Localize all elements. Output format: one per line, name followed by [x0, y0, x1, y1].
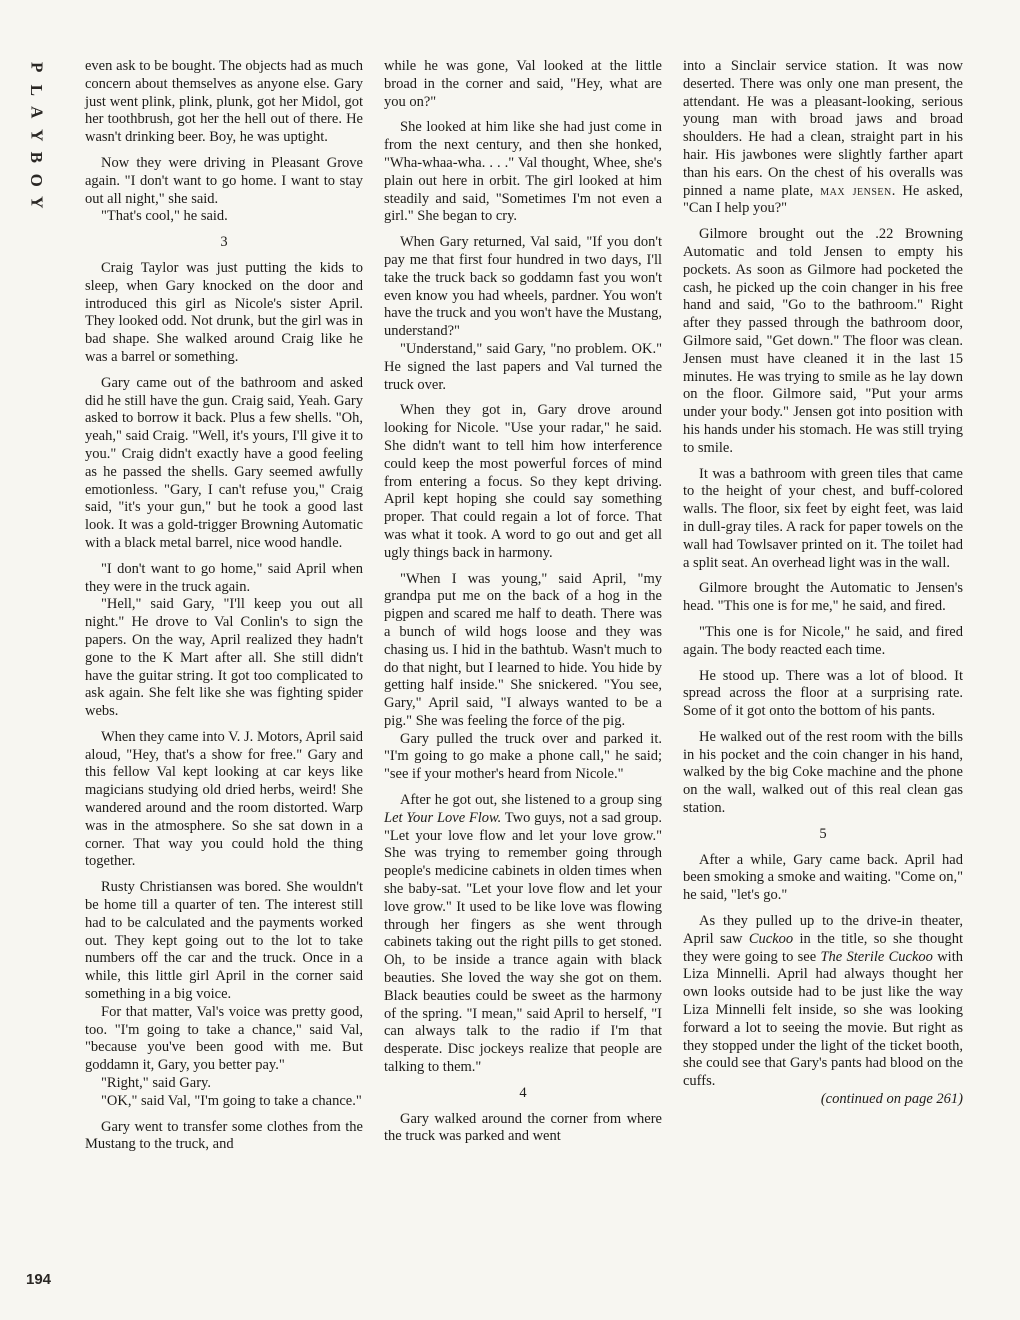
paragraph: Gary pulled the truck over and parked it. "I'm going to go make a phone call," he said; "see if your mother's heard from Nicole."	[384, 730, 662, 783]
masthead-letter: Y	[27, 128, 47, 141]
paragraph: Rusty Christiansen was bored. She wouldn't be home till a quarter of ten. The interest still had to be calculated and the payments worked out. They kept going out to the lot to take numbers off the car and the truck. Once in a while, this little girl April in the corner said something in a big voice.	[85, 879, 363, 1003]
paragraph: Gary walked around the corner from where the truck was parked and went	[384, 1110, 662, 1145]
section-number: 5	[819, 825, 827, 842]
paragraph: Gilmore brought the Automatic to Jensen's head. "This one is for me," he said, and fired.	[683, 580, 963, 615]
paragraph: while he was gone, Val looked at the little broad in the corner and said, "Hey, what are you on?"	[384, 58, 662, 110]
masthead-letter: A	[27, 106, 47, 119]
paragraph: For that matter, Val's voice was pretty good, too. "I'm going to take a chance," said Val, "because you've been good with me. But goddamn it, Gary, you better pay."	[85, 1003, 363, 1074]
paragraph: "This one is for Nicole," he said, and fired again. The body reacted each time.	[683, 623, 963, 658]
paragraph: "That's cool," he said.	[101, 208, 228, 225]
paragraph: He walked out of the rest room with the bills in his pocket and the coin changer in his hand, walked by the big Coke machine and the phone on the wall, walked out of this real clean gas station.	[683, 728, 963, 817]
section-number: 4	[519, 1084, 527, 1101]
paragraph: Now they were driving in Pleasant Grove again. "I don't want to go home. I want to stay out all night," she said.	[85, 154, 363, 207]
masthead-letter: P	[27, 62, 47, 73]
page-number: 194	[26, 1271, 52, 1288]
column-1	[85, 58, 363, 1162]
paragraph: "I don't want to go home," said April when they were in the truck again.	[85, 560, 363, 595]
paragraph: "Hell," said Gary, "I'll keep you out all night." He drove to Val Conlin's to sign the papers. On the way, April realized they hadn't gone to the K Mart after all. She still didn't have the guitar string. It got too complicated to ask again. She felt like she was fighting spider webs.	[85, 596, 363, 720]
continued-notice: (continued on page 261)	[820, 1091, 963, 1108]
article-body	[85, 58, 965, 1298]
paragraph: into a Sinclair service station. It was now deserted. There was only one man present, the attendant. He was a pleasant-looking, serious young man with broad jaws and broad shoulders. He had a clean, straight part in his hair. His jawbones were slightly farther apart than his ears. On the chest of his overalls was pinned a name plate, max jensen. He asked, "Can I help you?"	[683, 58, 964, 217]
paragraph: When they came into V. J. Motors, April said aloud, "Hey, that's a show for free." Gary and this fellow Val kept looking at car keys like magicians studying old dried herbs, weird! She wandered around and the room distorted. Warp was in the atmosphere. So she sat down in a corner. That way you could hold the thing together.	[85, 728, 363, 870]
paragraph: "OK," said Val, "I'm going to take a chance."	[101, 1092, 362, 1109]
masthead-letter: O	[27, 173, 47, 187]
paragraph: When they got in, Gary drove around looking for Nicole. "Use your radar," he said. She didn't want to tell him how interference could keep the most powerful forces of mind from entering a focus. So they kept driving. April kept hoping she could say something proper. That could regain a lot of force. That was what it took. A word to go out and get all ugly things back in harmony.	[384, 402, 662, 561]
paragraph: She looked at him like she had just come in from the next century, and then she honked, "Wha-whaa-wha. . . ." Val thought, Whee, she's plain out here in orbit. The girl looked at him steadily and said, "Sometimes I'm not even a girl." She began to cry.	[384, 119, 662, 225]
paragraph: "Understand," said Gary, "no problem. OK." He signed the last papers and Val turned the truck over.	[384, 340, 662, 393]
paragraph: Gary went to transfer some clothes from the Mustang to the truck, and	[85, 1118, 363, 1153]
paragraph: Craig Taylor was just putting the kids to sleep, when Gary knocked on the door and introduced this girl as Nicole's sister April. They looked odd. Not drunk, but the girl was in bad shape. She walked around Craig like he was a barrel or something.	[85, 259, 363, 365]
masthead-letter: B	[27, 151, 47, 163]
paragraph: When Gary returned, Val said, "If you don't pay me that first four hundred in two days, I'll take the truck back so goddamn fast you won't even know you had wheels, pardner. You won't have the truck and you won't have the Mustang, understand?"	[384, 234, 662, 340]
column-3	[683, 58, 963, 1117]
magazine-masthead	[22, 56, 50, 214]
paragraph: After a while, Gary came back. April had been smoking a smoke and waiting. "Come on," he said, "let's go."	[683, 851, 963, 904]
masthead-letter: Y	[27, 196, 47, 209]
column-2	[384, 58, 662, 1154]
paragraph: Gary came out of the bathroom and asked did he still have the gun. Craig said, Yeah. Gary asked to borrow it back. Plus a few shells. "Oh, yeah," said Craig. "Well, it's yours, I'll give it to you." Craig didn't exactly have a good feeling as he passed the shells. Gary seemed awfully emotionless. "Gary, I can't refuse you," Craig said, "it's your gun," but he took a good last look. It was a gold-trigger Browning Automatic with a black metal barrel, nice wood handle.	[85, 374, 363, 551]
paragraph: "Right," said Gary.	[101, 1075, 211, 1092]
paragraph: As they pulled up to the drive-in theater, April saw Cuckoo in the title, so she thought they were going to see The Sterile Cuckoo with Liza Minnelli. April had always thought her own looks outside had to be just like the way Liza Minnelli felt inside, so she was looking forward a lot to seeing the movie. But right as they stopped under the light of the ticket booth, she could see that Gary's pants had blood on the cuffs.	[683, 913, 963, 1090]
paragraph: "When I was young," said April, "my grandpa put me on the back of a hog in the pigpen and scared me half to death. There was a bunch of wild hogs loose and they was chasing us. I hid in the bathtub. Wasn't much to do that night, but I learned to hide. You hide by getting half inside." She snickered. "You see, Gary," April said, "I always wanted to be a pig." She was feeling the force of the pig.	[384, 570, 662, 729]
paragraph: It was a bathroom with green tiles that came to the height of your chest, and buff-colored walls. The floor, six feet by eight feet, was laid in dull-gray tiles. A rack for paper towels on the wall had Towlsaver printed on it. The toilet had a split seat. An overhead light was in the wall.	[683, 465, 963, 571]
paragraph: He stood up. There was a lot of blood. It spread across the floor at a surprising rate. Some of it got onto the bottom of his pants.	[683, 667, 963, 720]
paragraph: After he got out, she listened to a group sing Let Your Love Flow. Two guys, not a sad group. "Let your love flow and let your love grow." She was trying to remember going through people's medicine cabinets in olden times when she baby-sat. "Let your love flow and let your love grow." It used to be like love was flowing through her fingers as she went through cabinets taking out the right pills to get stoned. Oh, to be inside a trance again with black beauties. She loved the way she got on them. Black beauties could be sweet as the harmony of the spring. "I mean," said April to herself, "I can always talk to the radio if I'm that desperate. Disc jockeys realize that people are talking to them."	[384, 792, 662, 1076]
paragraph: even ask to be bought. The objects had as much concern about themselves as anyone else. Gary just went plink, plink, plunk, got her Midol, got her toothbrush, got her the hell out of there. He wasn't drinking beer. Boy, he was uptight.	[85, 58, 363, 146]
paragraph: Gilmore brought out the .22 Browning Automatic and told Jensen to empty his pockets. As soon as Gilmore had pocketed the cash, he picked up the coin changer in his free hand and said, "Go to the bathroom." Right after they passed through the bathroom door, Gilmore said, "Get down." The floor was clean. Jensen must have cleaned it in the last 15 minutes. He was trying to smile as he lay down on the floor. Gilmore said, "Put your arms under your body." Jensen got into position with his hands under his stomach. He was still trying to smile.	[683, 226, 963, 456]
section-number: 3	[220, 234, 228, 251]
masthead-letter: L	[27, 84, 47, 96]
